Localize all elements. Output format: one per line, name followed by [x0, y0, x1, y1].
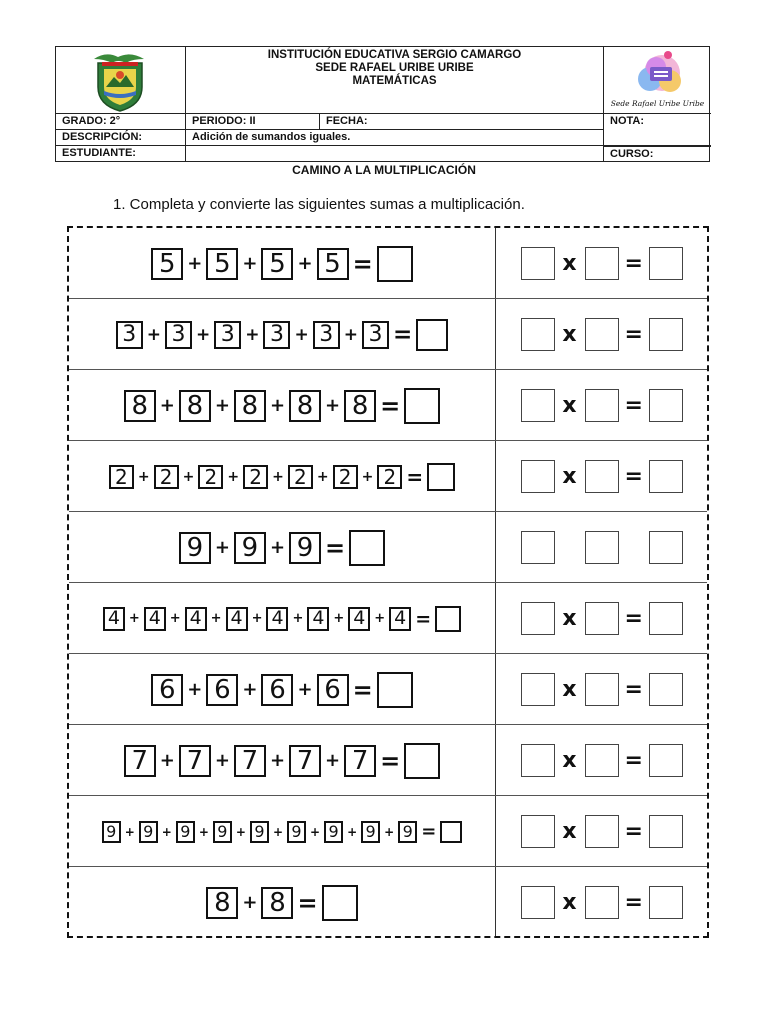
equals-sign: = — [352, 675, 373, 704]
addend-box: 5 — [206, 248, 238, 280]
multiplication-expression — [496, 512, 707, 583]
addend-box: 6 — [261, 674, 293, 706]
addend-box: 9 — [102, 821, 121, 843]
exercise-row — [69, 796, 707, 867]
factor-box[interactable] — [585, 602, 619, 635]
plus-sign: + — [128, 611, 140, 626]
subject-name: MATEMÁTICAS — [352, 75, 437, 87]
plus-sign: + — [347, 824, 358, 839]
addend-box: 7 — [179, 745, 211, 777]
addend-box: 5 — [317, 248, 349, 280]
product-box[interactable] — [649, 531, 683, 564]
header-table — [55, 46, 710, 162]
addend-box: 4 — [103, 607, 125, 631]
addend-box: 8 — [179, 390, 211, 422]
plus-sign: + — [214, 537, 230, 558]
sum-answer-box[interactable] — [404, 743, 440, 779]
plus-sign: + — [361, 468, 374, 485]
addition-expression — [69, 867, 495, 938]
addend-box: 2 — [109, 465, 134, 489]
plus-sign: + — [182, 468, 195, 485]
addend-box: 4 — [307, 607, 329, 631]
factor-box[interactable] — [521, 744, 555, 777]
factor-box[interactable] — [585, 318, 619, 351]
descripcion-label: DESCRIPCIÓN: — [56, 130, 186, 146]
factor-box[interactable] — [521, 673, 555, 706]
equals-sign: = — [624, 464, 643, 489]
addition-expression — [69, 796, 495, 867]
plus-sign: + — [294, 324, 309, 345]
plus-sign: + — [159, 750, 175, 771]
addend-box: 5 — [151, 248, 183, 280]
addend-box: 2 — [198, 465, 223, 489]
addend-box: 8 — [234, 390, 266, 422]
times-sign: x — [562, 464, 577, 489]
multiplication-expression — [496, 796, 707, 867]
equals-sign: = — [624, 606, 643, 631]
plus-sign: + — [195, 324, 211, 345]
plus-sign: + — [272, 468, 284, 485]
addend-box: 9 — [324, 821, 343, 843]
exercise-row — [69, 725, 707, 796]
times-sign: x — [562, 890, 577, 915]
estudiante-label: ESTUDIANTE: — [56, 146, 186, 162]
multiplication-expression — [496, 583, 707, 654]
plus-sign: + — [245, 324, 260, 345]
addend-box: 3 — [362, 321, 389, 349]
exercise-row — [69, 228, 707, 299]
plus-sign: + — [161, 824, 172, 839]
addend-box: 3 — [116, 321, 143, 349]
factor-box[interactable] — [585, 531, 619, 564]
addend-box: 9 — [176, 821, 195, 843]
addend-box: 2 — [243, 465, 268, 489]
addend-box: 6 — [317, 674, 349, 706]
addend-box: 9 — [139, 821, 158, 843]
header-row-estudiante — [56, 146, 711, 162]
plus-sign: + — [374, 611, 386, 626]
sum-answer-box[interactable] — [435, 606, 461, 632]
equals-sign: = — [297, 888, 318, 917]
sum-answer-box[interactable] — [427, 463, 455, 491]
addend-box: 8 — [206, 887, 238, 919]
institution-name: INSTITUCIÓN EDUCATIVA SERGIO CAMARGO — [267, 49, 522, 61]
plus-sign: + — [137, 468, 150, 485]
sum-answer-box[interactable] — [322, 885, 358, 921]
addend-box: 2 — [377, 465, 402, 489]
multiplication-expression — [496, 441, 707, 512]
exercise-row — [69, 441, 707, 512]
addend-box: 8 — [261, 887, 293, 919]
plus-sign: + — [297, 253, 313, 274]
plus-sign: + — [242, 253, 258, 274]
times-sign: x — [562, 606, 577, 631]
exercise-row — [69, 299, 707, 370]
factor-box[interactable] — [585, 886, 619, 919]
plus-sign: + — [297, 679, 313, 700]
addend-box: 5 — [261, 248, 293, 280]
descripcion-value: Adición de sumandos iguales. — [186, 130, 604, 146]
fecha-label: FECHA: — [320, 114, 604, 130]
sum-answer-box[interactable] — [349, 530, 385, 566]
addend-box: 8 — [124, 390, 156, 422]
addend-box: 8 — [289, 390, 321, 422]
addend-box: 3 — [214, 321, 241, 349]
addend-box: 6 — [151, 674, 183, 706]
product-box[interactable] — [649, 744, 683, 777]
plus-sign: + — [235, 824, 246, 839]
product-box[interactable] — [649, 602, 683, 635]
plus-sign: + — [343, 324, 358, 345]
plus-sign: + — [169, 611, 181, 626]
product-box[interactable] — [649, 673, 683, 706]
addend-box: 9 — [361, 821, 380, 843]
equals-sign: = — [352, 249, 373, 278]
factor-box[interactable] — [521, 815, 555, 848]
addition-expression — [69, 654, 495, 725]
factor-box[interactable] — [585, 247, 619, 280]
equals-sign: = — [421, 821, 437, 842]
equals-sign: = — [624, 251, 643, 276]
brand-logo-icon — [604, 49, 710, 99]
product-box[interactable] — [649, 389, 683, 422]
addend-box: 3 — [263, 321, 290, 349]
plus-sign: + — [214, 395, 230, 416]
equals-sign: = — [392, 321, 413, 348]
equals-sign: = — [624, 393, 643, 418]
exercise-row — [69, 583, 707, 654]
addend-box: 7 — [344, 745, 376, 777]
plus-sign: + — [187, 253, 203, 274]
multiplication-expression — [496, 370, 707, 441]
grado-label: GRADO: 2° — [56, 114, 186, 130]
factor-box[interactable] — [521, 460, 555, 493]
product-box[interactable] — [649, 247, 683, 280]
equals-sign: = — [325, 533, 346, 562]
plus-sign: + — [124, 824, 135, 839]
school-crest-cell — [56, 47, 186, 114]
addend-box: 4 — [389, 607, 411, 631]
multiplication-expression — [496, 299, 707, 370]
addend-box: 2 — [288, 465, 313, 489]
plus-sign: + — [316, 468, 329, 485]
plus-sign: + — [310, 824, 321, 839]
addend-box: 9 — [287, 821, 306, 843]
plus-sign: + — [269, 537, 286, 558]
addition-expression — [69, 228, 495, 299]
times-sign: x — [562, 819, 577, 844]
plus-sign: + — [272, 824, 284, 839]
equals-sign: = — [380, 391, 401, 420]
addend-box: 7 — [234, 745, 266, 777]
school-crest-icon — [56, 47, 186, 114]
exercise-row — [69, 867, 707, 938]
plus-sign: + — [325, 395, 341, 416]
multiplication-expression — [496, 725, 707, 796]
factor-box[interactable] — [521, 318, 555, 351]
exercise-row — [69, 654, 707, 725]
product-box[interactable] — [649, 886, 683, 919]
addend-box: 7 — [124, 745, 156, 777]
factor-box[interactable] — [585, 460, 619, 493]
plus-sign: + — [251, 611, 263, 626]
factor-box[interactable] — [521, 247, 555, 280]
factor-box[interactable] — [521, 602, 555, 635]
plus-sign: + — [269, 750, 286, 771]
multiplication-expression — [496, 654, 707, 725]
plus-sign: + — [292, 611, 304, 626]
addend-box: 9 — [289, 532, 321, 564]
times-sign: x — [562, 322, 577, 347]
brand-logo-cell — [604, 47, 711, 114]
instruction-text: 1. Completa y convierte las siguientes sumas a multiplicación. — [113, 196, 525, 213]
addition-expression — [69, 512, 495, 583]
sum-answer-box[interactable] — [377, 672, 413, 708]
times-sign: x — [562, 393, 577, 418]
times-sign: x — [562, 677, 577, 702]
nota-label: NOTA: — [604, 114, 711, 146]
plus-sign: + — [242, 892, 258, 913]
addend-box: 9 — [213, 821, 232, 843]
addend-box: 9 — [250, 821, 269, 843]
periodo-label: PERIODO: II — [186, 114, 320, 130]
plus-sign: + — [325, 750, 341, 771]
multiplication-expression — [496, 867, 707, 938]
equals-sign: = — [624, 677, 643, 702]
addend-box: 6 — [206, 674, 238, 706]
plus-sign: + — [198, 824, 209, 839]
equals-sign: = — [624, 748, 643, 773]
addend-box: 3 — [165, 321, 192, 349]
product-box[interactable] — [649, 318, 683, 351]
plus-sign: + — [210, 611, 222, 626]
sum-answer-box[interactable] — [404, 388, 440, 424]
plus-sign: + — [242, 679, 258, 700]
plus-sign: + — [214, 750, 230, 771]
addend-box: 4 — [266, 607, 288, 631]
addend-box: 4 — [226, 607, 248, 631]
factor-box[interactable] — [521, 389, 555, 422]
product-box[interactable] — [649, 460, 683, 493]
equals-sign: = — [415, 607, 432, 630]
estudiante-field[interactable] — [186, 146, 604, 162]
plus-sign: + — [384, 824, 395, 839]
addend-box: 2 — [333, 465, 358, 489]
header-row-grado — [56, 114, 711, 130]
addition-expression — [69, 441, 495, 512]
equals-sign: = — [624, 819, 643, 844]
plus-sign: + — [227, 468, 240, 485]
addend-box: 3 — [313, 321, 340, 349]
sum-answer-box[interactable] — [440, 821, 462, 843]
addition-expression — [69, 725, 495, 796]
factor-box[interactable] — [521, 886, 555, 919]
factor-box[interactable] — [585, 815, 619, 848]
plus-sign: + — [269, 395, 286, 416]
factor-box[interactable] — [585, 389, 619, 422]
plus-sign: + — [146, 324, 161, 345]
exercise-row — [69, 512, 707, 583]
brand-caption: Sede Rafael Uribe Uribe — [610, 99, 705, 108]
sede-name: SEDE RAFAEL URIBE URIBE — [315, 62, 474, 74]
addend-box: 2 — [154, 465, 179, 489]
sum-answer-box[interactable] — [377, 246, 413, 282]
factor-box[interactable] — [585, 673, 619, 706]
addend-box: 7 — [289, 745, 321, 777]
addend-box: 9 — [179, 532, 211, 564]
header-title-cell — [186, 47, 604, 114]
addend-box: 9 — [398, 821, 417, 843]
factor-box[interactable] — [585, 744, 619, 777]
exercise-row — [69, 370, 707, 441]
factor-box[interactable] — [521, 531, 555, 564]
plus-sign: + — [333, 611, 345, 626]
plus-sign: + — [187, 679, 203, 700]
plus-sign: + — [159, 395, 175, 416]
sum-answer-box[interactable] — [416, 319, 448, 351]
times-sign: x — [562, 251, 577, 276]
addition-expression — [69, 370, 495, 441]
equals-sign: = — [624, 322, 643, 347]
addition-expression — [69, 299, 495, 370]
header-row-descripcion — [56, 130, 711, 146]
addend-box: 8 — [344, 390, 376, 422]
product-box[interactable] — [649, 815, 683, 848]
addend-box: 4 — [144, 607, 166, 631]
curso-label: CURSO: — [604, 146, 711, 162]
addition-expression — [69, 583, 495, 654]
addend-box: 4 — [348, 607, 370, 631]
addend-box: 9 — [234, 532, 266, 564]
multiplication-expression — [496, 228, 707, 299]
worksheet-title: CAMINO A LA MULTIPLICACIÓN — [292, 163, 476, 177]
exercise-frame — [67, 226, 709, 938]
times-sign: x — [562, 748, 577, 773]
equals-sign: = — [380, 746, 401, 775]
addend-box: 4 — [185, 607, 207, 631]
equals-sign: = — [406, 464, 424, 489]
equals-sign: = — [624, 890, 643, 915]
